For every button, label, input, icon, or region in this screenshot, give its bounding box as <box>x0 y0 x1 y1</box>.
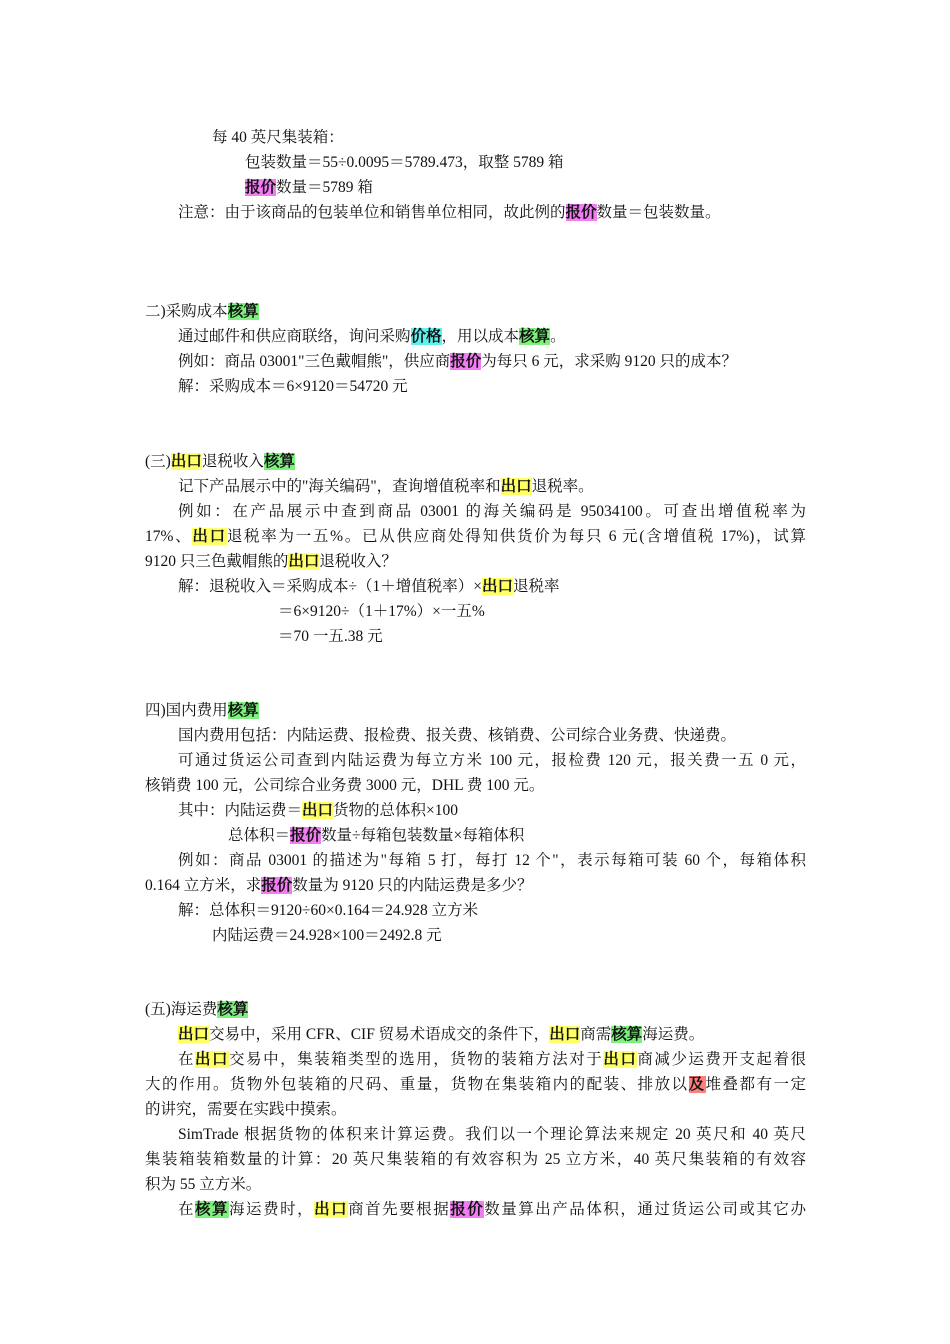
highlight-chukou: 出口 <box>170 453 202 470</box>
highlight-chukou: 出口 <box>178 1026 210 1043</box>
s3-solution-3: ＝70 一五.38 元 <box>278 628 383 645</box>
s2-heading: 二)采购成本核算 <box>145 303 259 320</box>
s1-note: 注意：由于该商品的包装单位和销售单位相同，故此例的报价数量＝包装数量。 <box>178 204 721 221</box>
highlight-baojia: 报价 <box>565 204 597 221</box>
s4-para-3: 核销费 100 元，公司综合业务费 3000 元，DHL 费 100 元。 <box>145 777 545 794</box>
highlight-hesuan: 核算 <box>263 453 295 470</box>
s5-para-2: 在出口交易中，集装箱类型的选用，货物的装箱方法对于出口商减少运费开支起着很 <box>178 1051 806 1068</box>
s5-para-5: SimTrade 根据货物的体积来计算运费。我们以一个理论算法来规定 20 英尺和 40 英尺 <box>178 1126 806 1143</box>
s4-solution-2: 内陆运费＝24.928×100＝2492.8 元 <box>212 927 442 944</box>
s5-para-1: 出口交易中，采用 CFR、CIF 贸易术语成交的条件下，出口商需核算海运费。 <box>178 1026 705 1043</box>
s4-formula-2: 总体积＝报价数量÷每箱包装数量×每箱体积 <box>228 827 525 844</box>
s5-para-3: 大的作用。货物外包装箱的尺码、重量，货物在集装箱内的配装、排放以及堆叠都有一定 <box>145 1076 806 1093</box>
highlight-baojia: 报价 <box>245 179 277 196</box>
s2-para-2: 例如：商品 03001"三色戴帽熊"，供应商报价为每只 6 元，求采购 9120 只的成本？ <box>178 353 738 370</box>
s5-para-8: 在核算海运费时，出口商首先要根据报价数量算出产品体积，通过货运公司或其它办 <box>178 1201 806 1218</box>
s4-para-1: 国内费用包括：内陆运费、报检费、报关费、核销费、公司综合业务费、快递费。 <box>178 727 737 744</box>
highlight-chukou: 出口 <box>500 478 532 495</box>
s5-para-6: 集装箱装箱数量的计算：20 英尺集装箱的有效容积为 25 立方米，40 英尺集装箱的有效容 <box>145 1151 806 1168</box>
s4-example-2: 0.164 立方米，求报价数量为 9120 只的内陆运费是多少？ <box>145 877 533 894</box>
highlight-chukou: 出口 <box>603 1051 638 1068</box>
s1-line-3: 报价数量＝5789 箱 <box>245 179 373 196</box>
s3-solution-1: 解：退税收入＝采购成本÷（1＋增值税率）×出口退税率 <box>178 578 560 595</box>
highlight-baojia: 报价 <box>450 1201 485 1218</box>
s4-example-1: 例如：商品 03001 的描述为"每箱 5 打，每打 12 个"，表示每箱可装 60 个，每箱体积 <box>178 852 806 869</box>
s3-para-2: 例如：在产品展示中查到商品 03001 的海关编码是 95034100。可查出增值税率为 <box>178 503 806 520</box>
highlight-hesuan: 核算 <box>519 328 551 345</box>
highlight-baojia: 报价 <box>261 877 293 894</box>
highlight-hesuan: 核算 <box>227 702 259 719</box>
s5-para-4: 的讲究，需要在实践中摸索。 <box>145 1101 347 1118</box>
s3-para-1: 记下产品展示中的"海关编码"，查询增值税率和出口退税率。 <box>178 478 594 495</box>
highlight-hesuan: 核算 <box>611 1026 643 1043</box>
s5-heading: (五)海运费核算 <box>145 1001 249 1018</box>
s4-heading: 四)国内费用核算 <box>145 702 259 719</box>
s2-para-1: 通过邮件和供应商联络，询问采购价格，用以成本核算。 <box>178 328 566 345</box>
highlight-chukou: 出口 <box>195 1051 230 1068</box>
s1-line-2: 包装数量＝55÷0.0095＝5789.473，取整 5789 箱 <box>245 154 564 171</box>
s4-solution-1: 解：总体积＝9120÷60×0.164＝24.928 立方米 <box>178 902 479 919</box>
highlight-baojia: 报价 <box>290 827 322 844</box>
highlight-chukou: 出口 <box>192 528 227 545</box>
s3-solution-2: ＝6×9120÷（1＋17%）×一五% <box>278 603 485 620</box>
highlight-ji: 及 <box>688 1076 706 1093</box>
s4-para-2: 可通过货运公司查到内陆运费为每立方米 100 元，报检费 120 元，报关费一五 0 元， <box>178 752 806 769</box>
highlight-hesuan: 核算 <box>195 1201 230 1218</box>
highlight-chukou: 出口 <box>314 1201 349 1218</box>
s2-para-3: 解：采购成本＝6×9120＝54720 元 <box>178 378 408 395</box>
highlight-hesuan: 核算 <box>227 303 259 320</box>
s5-para-7: 积为 55 立方米。 <box>145 1176 262 1193</box>
s1-line-1: 每 40 英尺集装箱： <box>212 129 344 146</box>
highlight-chukou: 出口 <box>302 802 334 819</box>
highlight-chukou: 出口 <box>482 578 514 595</box>
highlight-baojia: 报价 <box>450 353 482 370</box>
highlight-hesuan: 核算 <box>217 1001 249 1018</box>
s3-heading: (三)出口退税收入核算 <box>145 453 295 470</box>
s3-para-3: 17%、出口退税率为一五%。已从供应商处得知供货价为每只 6 元(含增值税 17%)，试算 <box>145 528 806 545</box>
highlight-chukou: 出口 <box>549 1026 581 1043</box>
s3-para-4: 9120 只三色戴帽熊的出口退税收入？ <box>145 553 397 570</box>
s4-formula-1: 其中：内陆运费＝出口货物的总体积×100 <box>178 802 459 819</box>
highlight-chukou: 出口 <box>288 553 320 570</box>
highlight-jiage: 价格 <box>410 328 442 345</box>
